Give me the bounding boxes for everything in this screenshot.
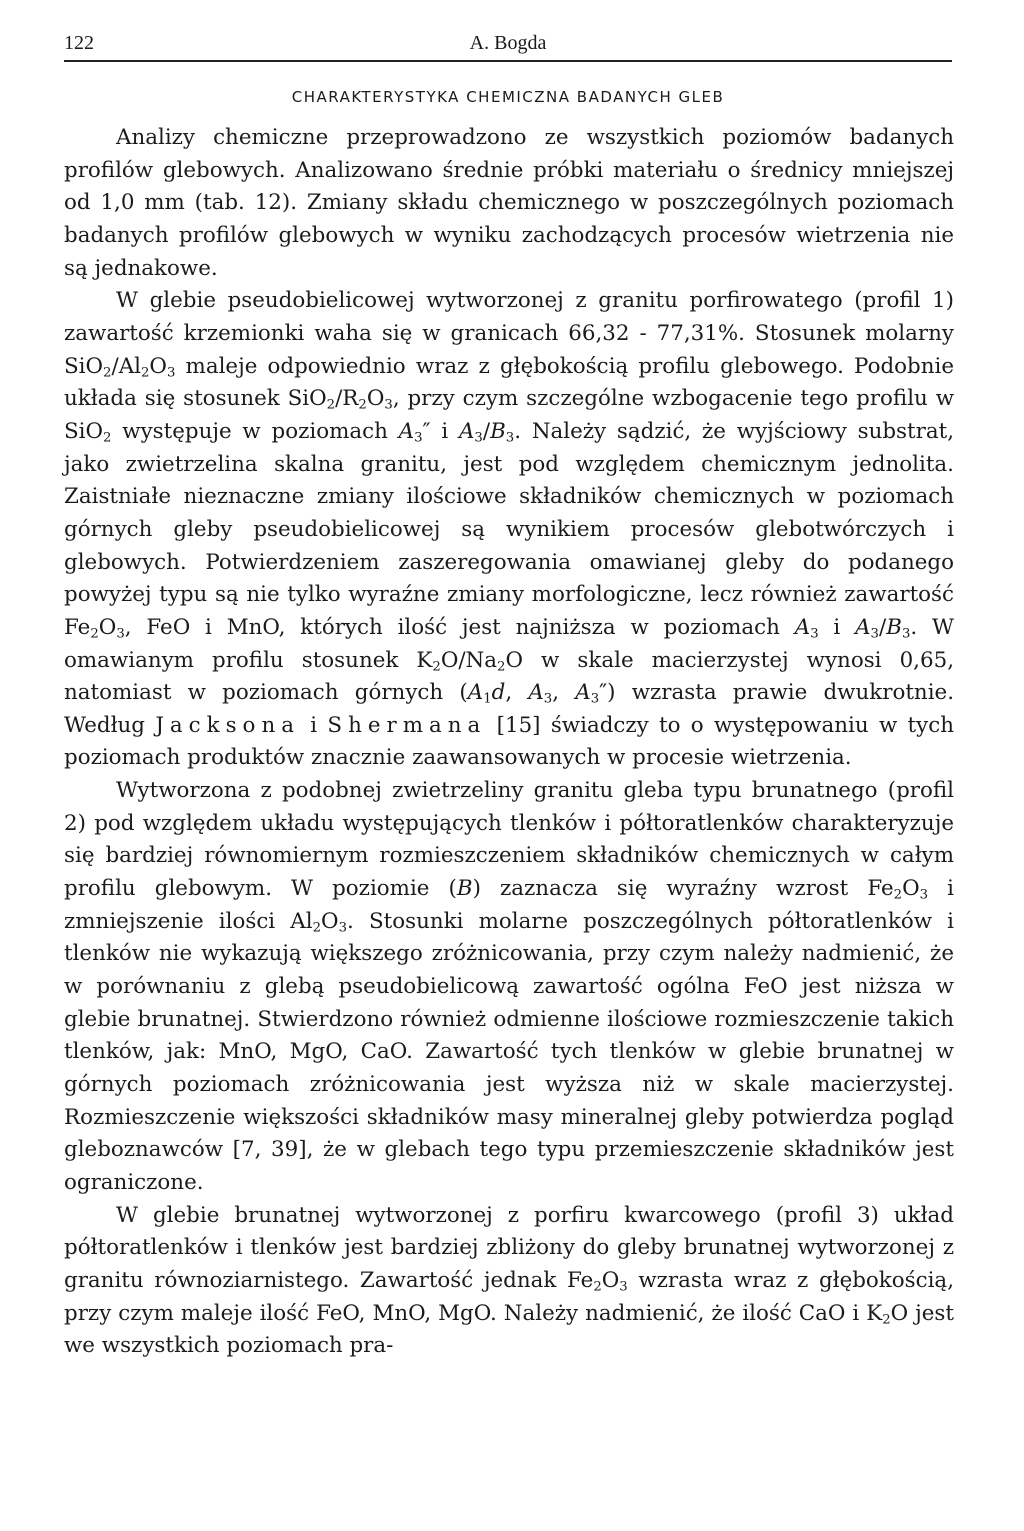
text-run: / bbox=[878, 614, 887, 640]
subscript: 2 bbox=[358, 397, 367, 413]
text-run: Analizy chemiczne przeprowadzono ze wszystkich poziomów badanych profilów glebowych. Analizowano średnie próbki materiału o średnicy mniejszej od 1,0 mm (tab. 12). Zmiany składu chemicznego w poszczególnych poziomach badanych profilów glebowych w wyniku zachodzących procesów wietrzenia nie są jednakowe. bbox=[64, 125, 954, 281]
text-run: O bbox=[366, 386, 385, 412]
italic-symbol: A bbox=[458, 418, 475, 444]
author-name-sherman: Shermana bbox=[327, 712, 487, 738]
text-run: O w skale macierzystej wynosi 0,65, natomiast w poziomach górnych ( bbox=[64, 647, 954, 706]
text-run: . W omawianym profilu stosunek K bbox=[64, 614, 954, 673]
text-run: , bbox=[552, 680, 576, 706]
text-run: . Należy sądzić, że wyjściowy substrat, jako zwietrzelina skalna granitu, jest pod względem chemicznym jednolita. Zaistniałe nieznaczne zmiany ilościowe składników chemicznych w poziomach górnych gleby pseudobielicowej są wynikiem procesów glebotwórczych i glebowych. Potwierdzeniem zaszeregowania omawianej gleby do podanego powyżej typu są nie tylko wyraźne zmiany morfologiczne, lecz również zawartość Fe bbox=[64, 418, 954, 640]
italic-symbol: A bbox=[855, 614, 871, 640]
text-run: ) zaznacza się wyraźny wzrost Fe bbox=[472, 876, 894, 902]
text-run: O bbox=[149, 353, 167, 379]
text-run: ″ bbox=[422, 418, 431, 444]
subscript: 3 bbox=[338, 920, 348, 936]
text-run: O/Na bbox=[440, 647, 498, 673]
text-run: , FeO i MnO, których ilość jest najniższa w poziomach bbox=[124, 614, 795, 640]
text-run: O jest we wszystkich poziomach pra- bbox=[64, 1300, 954, 1359]
italic-symbol: B bbox=[456, 876, 473, 902]
subscript: 2 bbox=[103, 364, 112, 380]
subscript: 2 bbox=[882, 1311, 891, 1327]
italic-symbol: B bbox=[490, 418, 506, 444]
subscript: 3 bbox=[810, 626, 819, 642]
subscript: 2 bbox=[103, 430, 112, 446]
subscript: 3 bbox=[870, 626, 879, 642]
subscript: 3 bbox=[474, 430, 483, 446]
subscript: 2 bbox=[312, 920, 322, 936]
paragraph-4 bbox=[64, 1200, 954, 1363]
text-run: ″ bbox=[599, 680, 608, 706]
text-run: i bbox=[299, 712, 328, 738]
text-run: O bbox=[98, 614, 117, 640]
subscript: 3 bbox=[590, 691, 600, 707]
text-run: maleje odpowiednio wraz z głębokością profilu glebowego. Podobnie układa się stosunek SiO bbox=[64, 353, 954, 412]
text-run: Wytworzona z podobnej zwietrzeliny granitu gleba typu brunatnego (profil 2) pod względem układu występujących tlenków i półtoratlenków charakteryzuje się bardziej równomiernym rozmieszczeniem składników chemicznych w całym profilu glebowym. W poziomie ( bbox=[64, 778, 954, 902]
paragraph-1 bbox=[64, 122, 954, 285]
text-run: , przy czym szczególne wzbogacenie tego profilu w SiO bbox=[64, 386, 954, 444]
subscript: 2 bbox=[326, 397, 336, 413]
italic-symbol: A bbox=[528, 680, 544, 706]
text-run: i zmniejszenie ilości Al bbox=[64, 876, 954, 934]
text-run: /R bbox=[335, 386, 359, 412]
italic-symbol: A bbox=[467, 680, 484, 706]
subscript: 2 bbox=[593, 1279, 602, 1295]
italic-symbol: A bbox=[575, 680, 591, 706]
subscript: 2 bbox=[140, 364, 150, 380]
subscript: 3 bbox=[414, 430, 423, 446]
subscript: 3 bbox=[919, 887, 929, 903]
text-run: / bbox=[482, 418, 491, 444]
body-text bbox=[64, 122, 954, 1363]
italic-symbol: d bbox=[491, 680, 506, 706]
italic-symbol: A bbox=[398, 418, 415, 444]
subscript: 3 bbox=[384, 397, 393, 413]
text-run: O bbox=[902, 876, 920, 902]
text-run: wzrasta wraz z głębokością, przy czym maleje ilość FeO, MnO, MgO. Należy nadmienić, że ilość CaO i K bbox=[64, 1267, 954, 1326]
subscript: 1 bbox=[483, 691, 492, 707]
text-run: ) wzrasta prawie dwukrotnie. Według bbox=[64, 680, 954, 738]
author-name-jackson: Jacksona bbox=[155, 712, 300, 738]
paragraph-2 bbox=[64, 285, 954, 775]
text-run: [15] świadczy to o występowaniu w tych poziomach produktów znacznie zaawansowanych w procesie wietrzenia. bbox=[64, 712, 954, 771]
subscript: 3 bbox=[505, 430, 515, 446]
subscript: 2 bbox=[497, 658, 506, 674]
paragraph-3 bbox=[64, 775, 954, 1200]
section-title: CHARAKTERYSTYKA CHEMICZNA BADANYCH GLEB bbox=[291, 88, 725, 106]
italic-symbol: A bbox=[794, 614, 811, 640]
page-number: 122 bbox=[64, 32, 94, 54]
text-run: O bbox=[601, 1267, 620, 1293]
text-run: występuje w poziomach bbox=[111, 418, 399, 444]
subscript: 3 bbox=[166, 364, 176, 380]
text-run: , bbox=[505, 680, 529, 706]
subscript: 3 bbox=[116, 626, 125, 642]
subscript: 2 bbox=[432, 658, 441, 674]
text-run: i bbox=[818, 614, 856, 640]
subscript: 3 bbox=[901, 626, 911, 642]
text-run: i bbox=[430, 418, 459, 444]
running-head: A. Bogda bbox=[469, 32, 547, 54]
text-run: O bbox=[321, 908, 339, 934]
subscript: 3 bbox=[619, 1279, 628, 1295]
text-run: W glebie pseudobielicowej wytworzonej z granitu porfirowatego (profil 1) zawartość krzemionki waha się w granicach 66,32 - 77,31%. Stosunek molarny SiO bbox=[64, 288, 954, 379]
subscript: 2 bbox=[893, 887, 903, 903]
subscript: 3 bbox=[543, 691, 553, 707]
text-run: . Stosunki molarne poszczególnych półtoratlenków i tlenków nie wykazują większego zróżnicowania, przy czym należy nadmienić, że w porównaniu z glebą pseudobielicową zawartość ogólna FeO jest niższa w glebie brunatnej. Stwierdzono również odmienne ilościowe rozmieszczenie takich tlenków, jak: MnO, MgO, CaO. Zawartość tych tlenków w glebie brunatnej w górnych poziomach zróżnicowania jest wyższa niż w skale macierzystej. Rozmieszczenie większości składników masy mineralnej gleby potwierdza pogląd gleboznawców [7, 39], że w glebach tego typu przemieszczenie składników jest ograniczone. bbox=[64, 908, 954, 1195]
text-run: W glebie brunatnej wytworzonej z porfiru kwarcowego (profil 3) układ półtoratlenków i tlenków jest bardziej zbliżony do gleby brunatnej wytworzonej z granitu równoziarnistego. Zawartość jednak Fe bbox=[64, 1202, 954, 1293]
subscript: 2 bbox=[90, 626, 99, 642]
page-header bbox=[64, 30, 952, 62]
italic-symbol: B bbox=[886, 614, 902, 640]
text-run: /Al bbox=[111, 353, 141, 379]
